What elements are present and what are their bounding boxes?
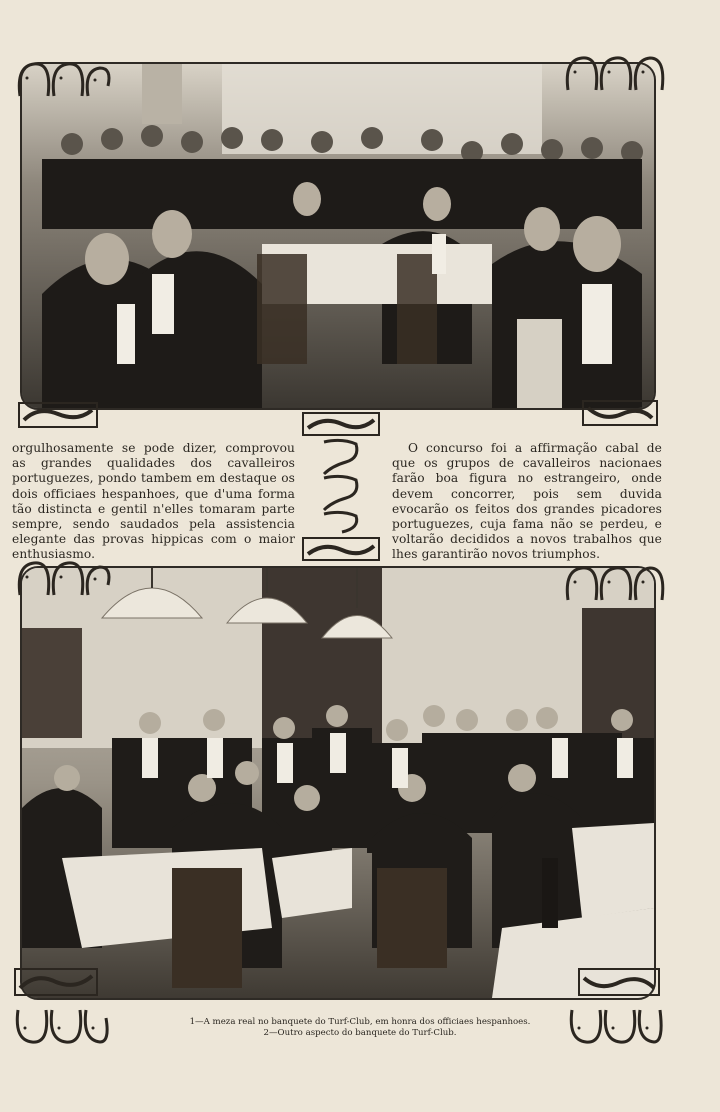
ornament-top-left-icon: [14, 56, 114, 102]
article-text-left-column: orgulhosamente se pode dizer, comprovou as grandes qualidades dos cavalleiros portuguezes, pondo tambem em destaque os dois officiaes hespanhoes, que d'uma forma tão distincta e gentil n'elles tomaram parte sempre, sendo saudados pela assistencia elegante das provas hippicas com o maior enthusiasmo.: [12, 441, 295, 562]
article-text-right-body: O concurso foi a affirmação cabal de que os grupos de cavalleiros nacionaes farão boa figura no estrangeiro, onde devem concorrer, pois sem duvida evocarão os feitos dos grandes picadores portuguezes, cuja fama não se perdeu, e voltarão decididos a novos trabalhos que lhes garantirão novos triumphos.: [392, 441, 662, 562]
ornament-swirl-right-icon: [582, 400, 658, 426]
ornament-mid-right-icon: [562, 558, 668, 606]
ornament-swirl-left-icon: [18, 402, 98, 428]
ornament-bottom-left-icon: [12, 1004, 112, 1050]
ornament-top-right-icon: [562, 48, 668, 96]
article-text-right-column: [392, 441, 662, 563]
ornament-swirl-bottom-left-icon: [14, 968, 98, 996]
ornament-center-column-icon: [302, 412, 380, 562]
caption-line-1: 1—A meza real no banquete do Turf-Club, em honra dos officiaes hespanhoes.: [189, 1017, 531, 1027]
photo-banquet-other-aspect-image: [22, 568, 654, 998]
photo-banquet-royal-table: [20, 62, 656, 410]
caption-line-2: 2—Outro aspecto do banquete do Turf-Club.: [263, 1028, 457, 1038]
photo-caption: [110, 1017, 610, 1039]
photo-banquet-royal-table-image: [22, 64, 654, 408]
photo-banquet-other-aspect: [20, 566, 656, 1000]
ornament-swirl-bottom-right-icon: [578, 968, 660, 996]
